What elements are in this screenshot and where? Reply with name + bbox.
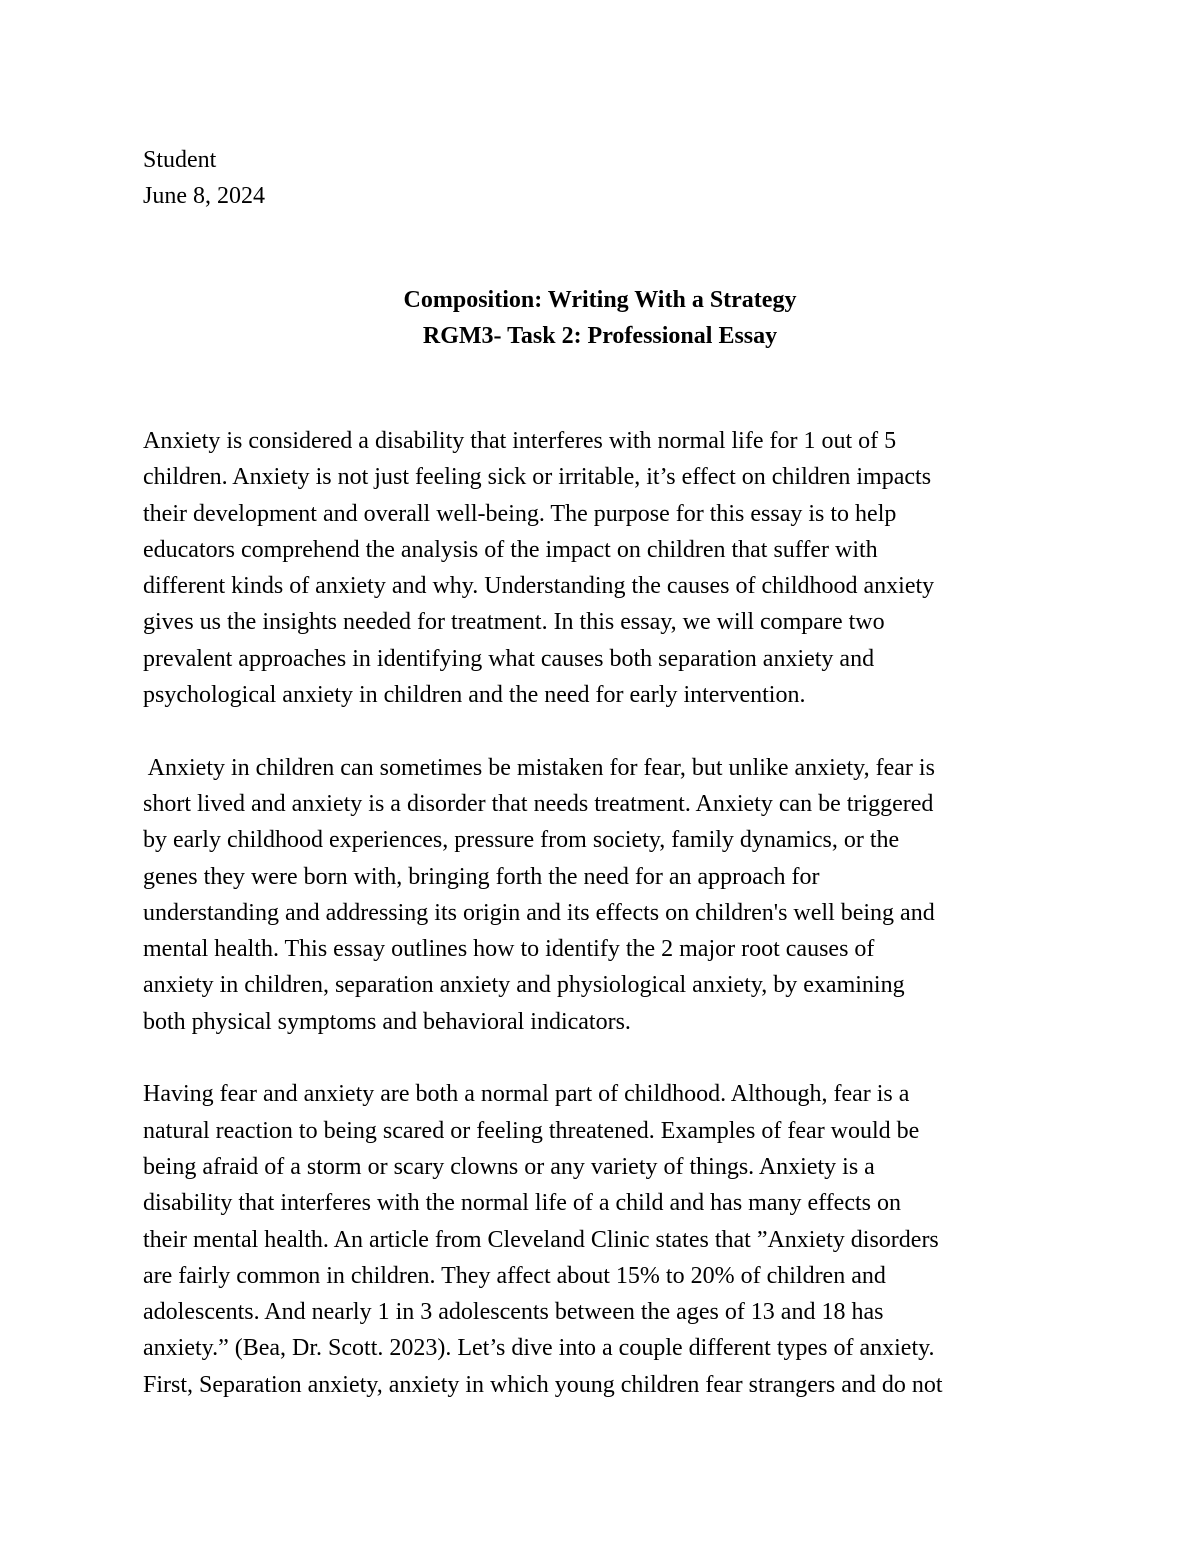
essay-paragraph [143, 750, 1073, 1040]
essay-body [143, 423, 1073, 1439]
paragraph-line: disability that interferes with the normal life of a child and has many effects on [143, 1190, 901, 1217]
paragraph-line: First, Separation anxiety, anxiety in which young children fear strangers and do not [143, 1371, 943, 1398]
paragraph-line: children. Anxiety is not just feeling sick or irritable, it’s effect on children impacts [143, 464, 932, 491]
paragraph-line: both physical symptoms and behavioral indicators. [143, 1008, 631, 1035]
paragraph-line: anxiety in children, separation anxiety and physiological anxiety, by examining [143, 972, 905, 999]
paragraph-line: understanding and addressing its origin and its effects on children's well being and [143, 899, 935, 926]
paragraph-line: anxiety.” (Bea, Dr. Scott. 2023). Let’s dive into a couple different types of anxiety. [143, 1335, 935, 1362]
paragraph-line: Anxiety in children can sometimes be mistaken for fear, but unlike anxiety, fear is [143, 754, 935, 781]
task-title: RGM3- Task 2: Professional Essay [422, 323, 778, 349]
paragraph-line: short lived and anxiety is a disorder that needs treatment. Anxiety can be triggered [143, 790, 934, 817]
paragraph-line: being afraid of a storm or scary clowns or any variety of things. Anxiety is a [143, 1153, 875, 1180]
paragraph-line: are fairly common in children. They affect about 15% to 20% of children and [143, 1262, 886, 1289]
essay-paragraph [143, 1076, 1073, 1403]
paragraph-line: their mental health. An article from Cleveland Clinic states that ”Anxiety disorders [143, 1226, 939, 1253]
paragraph-line: prevalent approaches in identifying what causes both separation anxiety and [143, 645, 875, 672]
paragraph-line: Having fear and anxiety are both a normal part of childhood. Although, fear is a [143, 1081, 910, 1108]
document-title [0, 282, 1200, 354]
paragraph-line: gives us the insights needed for treatment. In this essay, we will compare two [143, 609, 885, 636]
paragraph-line: mental health. This essay outlines how to identify the 2 major root causes of [143, 936, 875, 963]
document-date: June 8, 2024 [143, 183, 265, 209]
paragraph-line: Anxiety is considered a disability that interferes with normal life for 1 out of 5 [143, 428, 897, 454]
paragraph-line: different kinds of anxiety and why. Understanding the causes of childhood anxiety [143, 573, 935, 600]
paragraph-line: natural reaction to being scared or feeling threatened. Examples of fear would be [143, 1117, 920, 1144]
paragraph-line: their development and overall well-being. The purpose for this essay is to help [143, 500, 897, 527]
author-name: Student [143, 147, 217, 173]
paragraph-line: psychological anxiety in children and the need for early intervention. [143, 682, 806, 709]
essay-paragraph [143, 423, 1073, 713]
paragraph-line: adolescents. And nearly 1 in 3 adolescents between the ages of 13 and 18 has [143, 1299, 884, 1326]
paragraph-line: by early childhood experiences, pressure from society, family dynamics, or the [143, 827, 900, 854]
document-header [143, 142, 265, 214]
paragraph-line: genes they were born with, bringing forth the need for an approach for [143, 863, 820, 890]
paragraph-line: educators comprehend the analysis of the impact on children that suffer with [143, 536, 878, 563]
course-title: Composition: Writing With a Strategy [403, 287, 797, 313]
